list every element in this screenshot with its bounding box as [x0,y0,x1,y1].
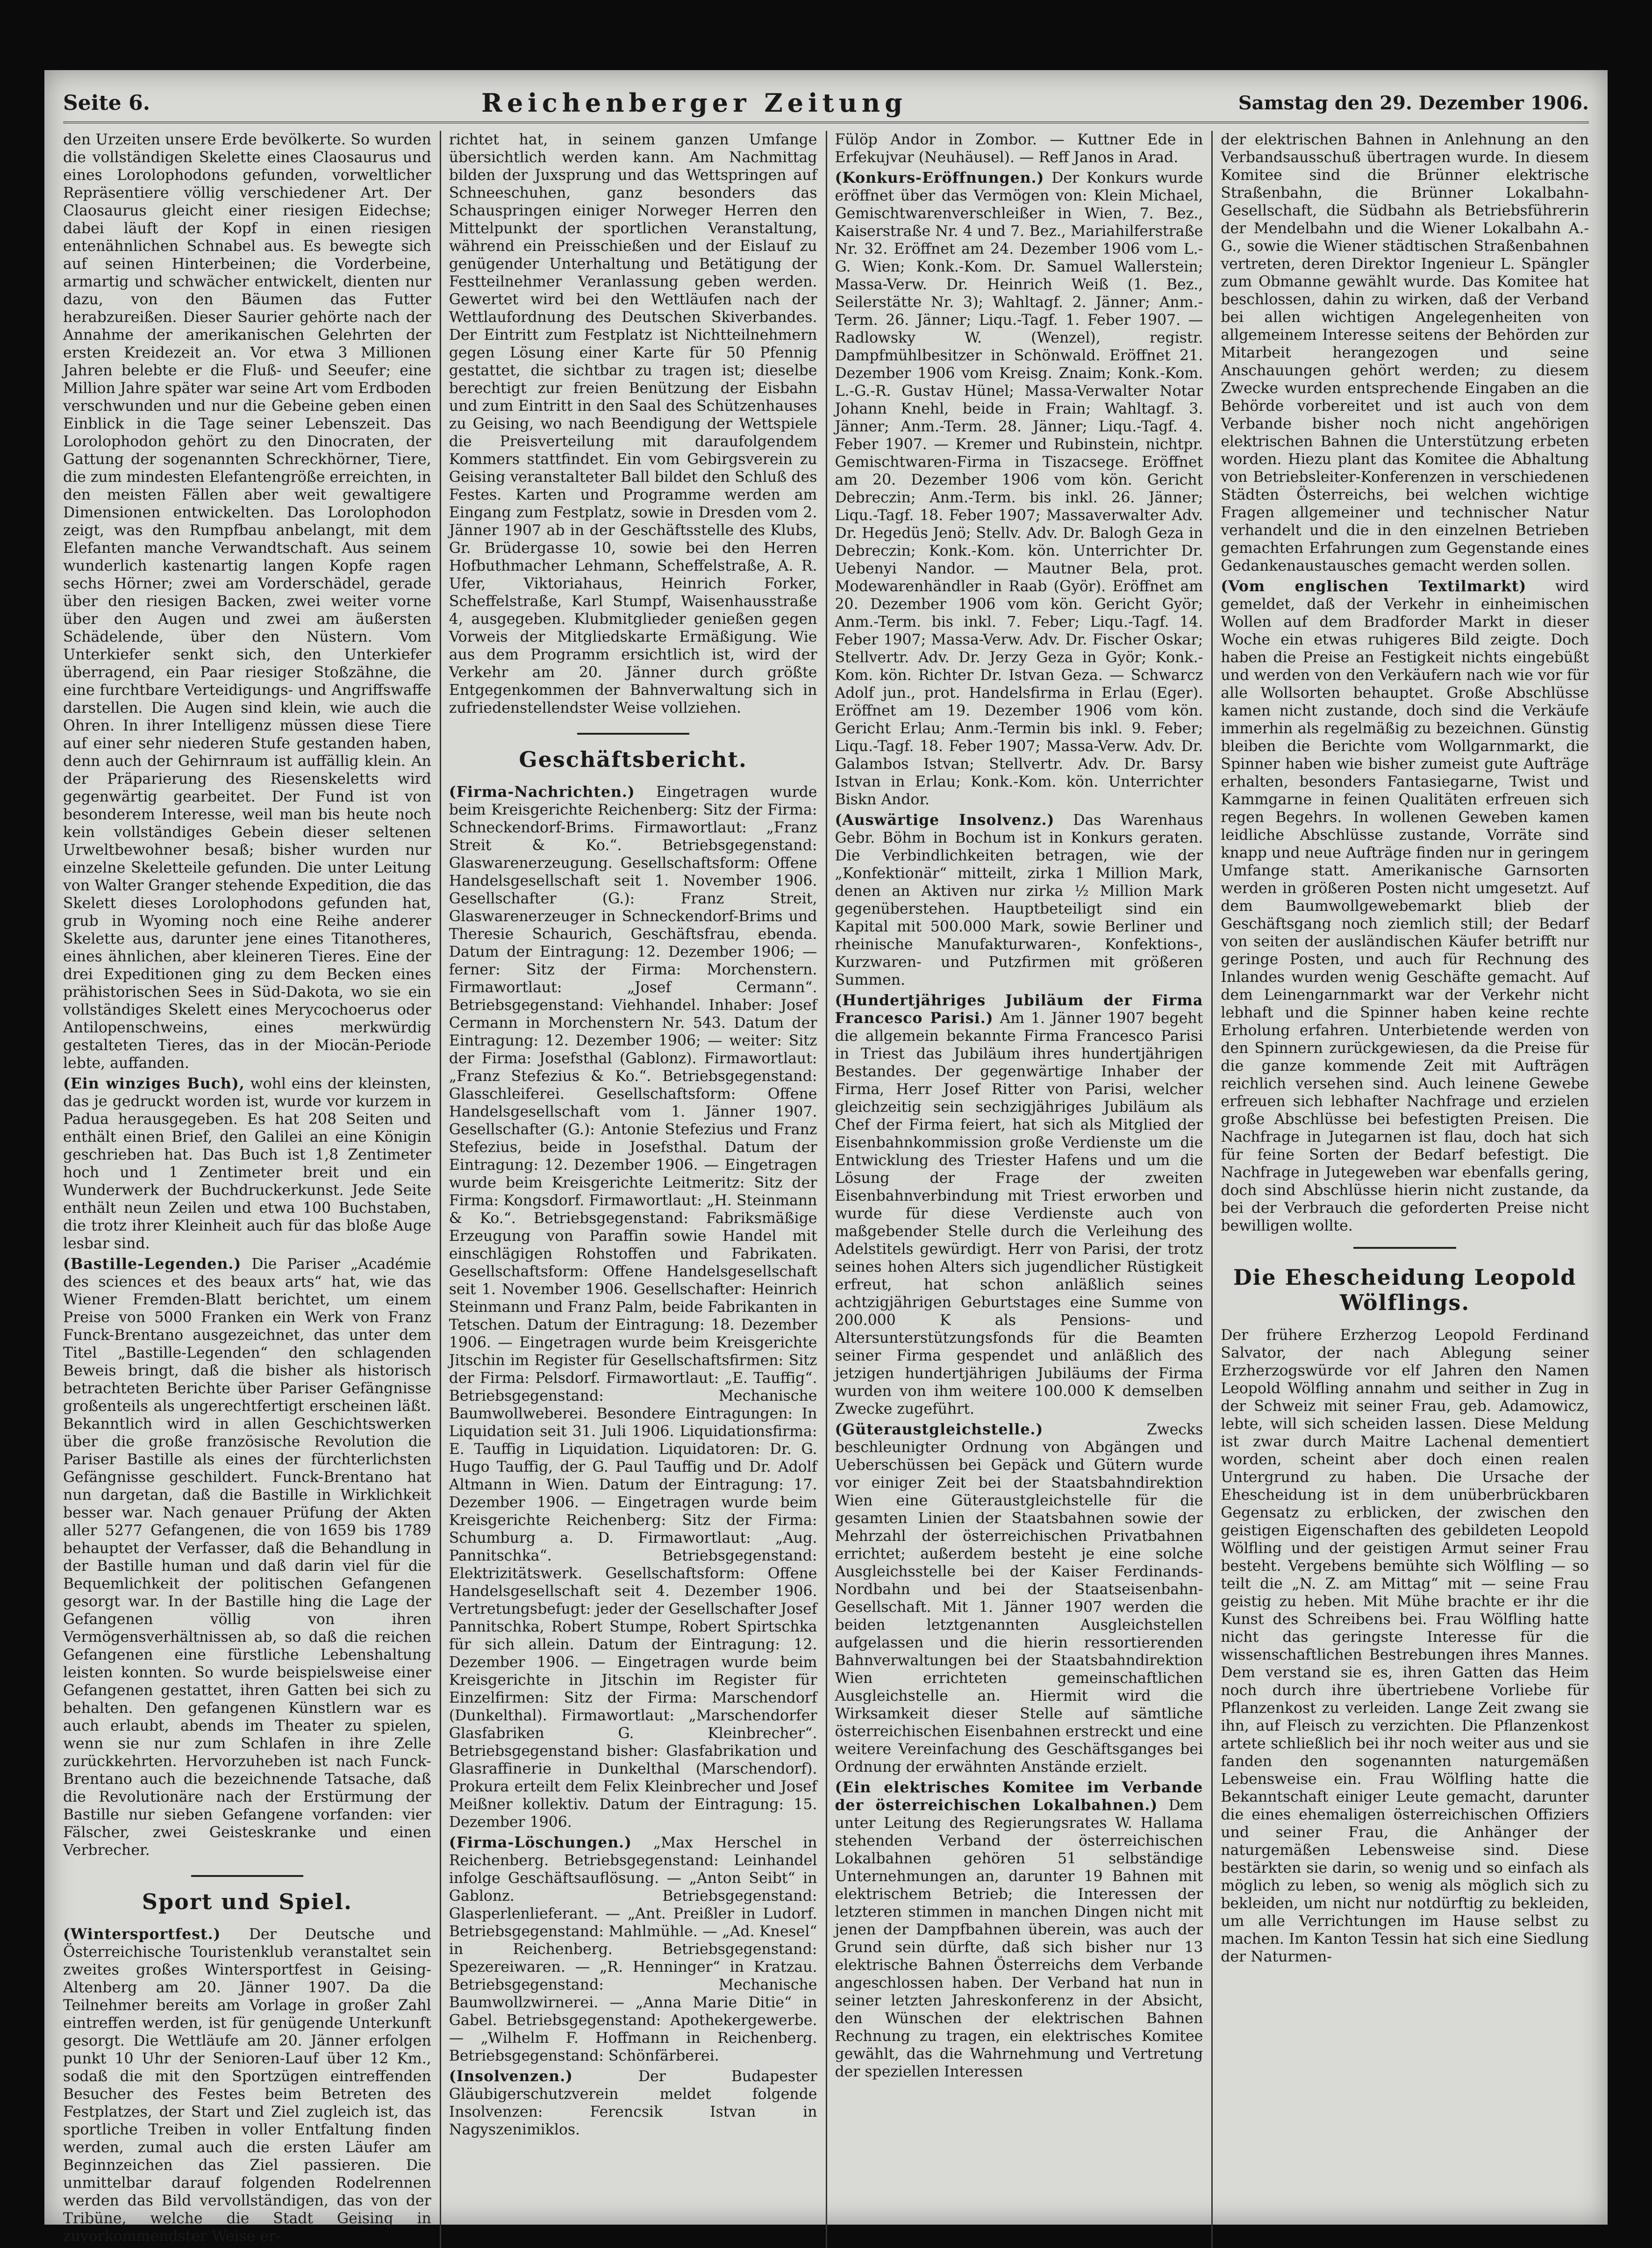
section-heading: Geschäftsbericht. [449,733,817,772]
section-heading: Die Ehescheidung Leopold Wölflings. [1233,1265,1577,1315]
paragraph [835,811,1203,989]
paragraph-lead: (Vom englischen Textilmarkt) [1221,578,1527,595]
paragraph: Fülöp Andor in Zombor. — Kuttner Ede in Erfekujvar (Neuhäusel). — Reff Janos in Arad. [835,131,1203,166]
paragraph-lead: (Ein elektrisches Komitee im Verbande der österreichischen Lokalbahnen.) [835,1779,1203,1814]
paragraph: der elektrischen Bahnen in Anlehnung an den Verbandsausschuß übertragen wurde. In diesem Komitee sind die Brünner elektrische Straßenbahn, die Brünner Lokalbahn-Gesellschaft, die Südbahn als Betriebsführerin der Mendelbahn und die Wiener Lokalbahn A.-G., sowie die Wiener städtischen Straßenbahnen vertreten, deren Direktor Ingenieur L. Spängler zum Obmanne gewählt wurde. Das Komitee hat beschlossen, dahin zu wirken, daß der Verband bei allen wichtigen Angelegenheiten von allgemeinem Interesse seitens der Behörden zur Mitarbeit herangezogen und seine Anschauungen gehört werden; zu diesem Zwecke wurden entsprechende Eingaben an die Behörde vorbereitet und ist auch von dem Verbande bisher noch nicht angehörigen elektrischen Bahnen die Unterstützung erbeten worden. Hiezu plant das Komitee die Abhaltung von Betriebsleiter-Konferenzen in verschiedenen Städten Österreichs, bei welchen wichtige Fragen allgemeiner und technischer Natur verhandelt und die in den einzelnen Betrieben gemachten Erfahrungen zum Gegenstande eines Gedankenaustausches gemacht werden sollen. [1221,131,1589,574]
paragraph-text: Eingetragen wurde beim Kreisgerichte Reichenberg: Sitz der Firma: Schneckendorf-Brims. Firmawortlaut: „Franz Streit & Ko.“. Betriebsgegenstand: Glaswarenerzeugung. Gesellschaftsform: Offene Handelsgesellschaft seit 1. November 1906. Gesellschafter (G.): Franz Streit, Glaswarenerzeuger in Schneckendorf-Brims und Theresie Schaurich, Geschäftsfrau, ebenda. Datum der Eintragung: 12. Dezember 1906; — ferner: Sitz der Firma: Morchenstern. Firmawortlaut: „Josef Cermann“. Betriebsgegenstand: Viehhandel. Inhaber: Josef Cermann in Morchenstern Nr. 543. Datum der Eintragung: 12. Dezember 1906; — weiter: Sitz der Firma: Josefsthal (Gablonz). Firmawortlaut: „Franz Stefezius & Ko.“. Betriebsgegenstand: Glasschleiferei. Gesellschaftsform: Offene Handelsgesellschaft vom 1. Jänner 1907. Gesellschafter (G.): Antonie Stefezius und Franz Stefezius, beide in Josefsthal. Datum der Eintragung: 12. Dezember 1906. — Eingetragen wurde beim Kreisgerichte Leitmeritz: Sitz der Firma: Kongsdorf. Firmawortlaut: „H. Steinmann & Ko.“. Betriebsgegenstand: Fabriksmäßige Erzeugung von Paraffin sowie Handel mit einschlägigen Rohstoffen und Fabrikaten. Gesellschaftsform: Offene Handelsgesellschaft seit 1. November 1906. Gesellschafter: Heinrich Steinmann und Franz Palm, beide Fabrikanten in Tetschen. Datum der Eintragung: 18. Dezember 1906. — Eingetragen wurde beim Kreisgerichte Jitschin im Register für Gesellschaftsfirmen: Sitz der Firma: Pelsdorf. Firmawortlaut: „E. Tauffig“. Betriebsgegenstand: Mechanische Baumwollweberei. Besondere Eintragungen: In Liquidation seit 31. Juli 1906. Liquidationsfirma: E. Tauffig in Liquidation. Liquidatoren: Dr. G. Hugo Tauffig, der G. Paul Tauffig und Dr. Adolf Altmann in Wien. Datum der Eintragung: 17. Dezember 1906. — Eingetragen wurde beim Kreisgerichte Reichenberg: Sitz der Firma: Schumburg a. D. Firmawortlaut: „Aug. Pannitschka“. Betriebsgegenstand: Elektrizitätswerk. Gesellschaftsform: Offene Handelsgesellschaft seit 4. Dezember 1906. Vertretungsbefugt: jeder der Gesellschafter Josef Pannitschka, Robert Stumpe, Robert Spirtschka für sich allein. Datum der Eintragung: 12. Dezember 1906. — Eingetragen wurde beim Kreisgerichte in Jitschin im Register für Einzelfirmen: Sitz der Firma: Marschendorf (Dunkelthal). Firmawortlaut: „Marschendorfer Glasfabriken G. Kleinbrecher“. Betriebsgegenstand bisher: Glasfabrikation und Glasraffinerie in Dunkelthal (Marschendorf). Prokura erteilt dem Felix Kleinbrecher und Josef Meißner kollektiv. Datum der Eintragung: 15. Dezember 1906. [449,784,817,1831]
paragraph-lead: (Wintersportfest.) [63,1926,221,1943]
paragraph: richtet hat, in seinem ganzen Umfange übersichtlich werden kann. Am Nachmittag bilden der Juxsprung und das Wettspringen auf Schneeschuhen, ganz besonders das Schauspringen einiger Norweger Herren den Mittelpunkt der sportlichen Veranstaltung, während ein Preisschießen und der Eislauf zu genügender Unterhaltung und Betätigung der Festteilnehmer Veranlassung geben werden. Gewertet wird bei den Wettläufen nach der Wettlaufordnung des Deutschen Skiverbandes. Der Eintritt zum Festplatz ist Nichtteilnehmern gegen Lösung einer Karte für 50 Pfennig gestattet, die sichtbar zu tragen ist; dieselbe berechtigt zur freien Benützung der Eisbahn und zum Eintritt in den Saal des Schützenhauses zu Geising, wo nach Beendigung der Wettspiele die Preisverteilung mit daraufolgendem Kommers stattfindet. Ein vom Gebirgsverein zu Geising veranstalteter Ball bildet den Schluß des Festes. Karten und Programme werden am Eingang zum Festplatz, sowie in Dresden vom 2. Jänner 1907 ab in der Geschäftsstelle des Klubs, Gr. Brüdergasse 10, sowie bei den Herren Hofbuthmacher Lehmann, Scheffelstraße, A. R. Ufer, Viktoriahaus, Heinrich Forker, Scheffelstraße, Karl Stumpf, Waisenhausstraße 4, ausgegeben. Klubmitglieder genießen gegen Vorweis der Mitgliedskarte Ermäßigung. Wie aus dem Programm ersichtlich ist, wird der Verkehr am 20. Jänner durch größte Entgegenkommen der Bahnverwaltung sich in zufriedenstellendster Weise vollziehen. [449,131,817,716]
paragraph [835,1779,1203,2081]
masthead [63,84,1589,123]
paragraph [63,1075,431,1253]
paragraph-text: Der Konkurs wurde eröffnet über das Vermögen von: Klein Michael, Gemischtwarenverschleißer in Wien, 7. Bez., Kaiserstraße Nr. 4 und 7. Bez., Mariahilferstraße Nr. 32. Eröffnet am 24. Dezember 1906 vom L.-G. Wien; Konk.-Kom. Dr. Samuel Wallerstein; Massa-Verw. Dr. Heinrich Weiß (1. Bez., Seilerstätte Nr. 3); Wahltagf. 2. Jänner; Anm.-Term. 26. Jänner; Liqu.-Tagf. 1. Feber 1907. — Radlowsky W. (Wenzel), registr. Dampfmühlbesitzer in Schönwald. Eröffnet 21. Dezember 1906 vom Kreisg. Znaim; Konk.-Kom. L.-G.-R. Gustav Hünel; Massa-Verwalter Notar Johann Knehl, beide in Frain; Wahltagf. 3. Jänner; Anm.-Term. 28. Jänner; Liqu.-Tagf. 4. Feber 1907. — Kremer und Rubinstein, nichtpr. Gemischtwaren-Firma in Tiszacsege. Eröffnet am 20. Dezember 1906 vom kön. Gericht Debreczin; Anm.-Term. bis inkl. 26. Jänner; Liqu.-Tagf. 18. Feber 1907; Massaverwalter Adv. Dr. Hegedüs Jenö; Stellv. Adv. Dr. Balogh Geza in Debreczin; Konk.-Kom. kön. Unterrichter Dr. Uebenyi Nandor. — Mautner Bela, prot. Modewarenhändler in Raab (Györ). Eröffnet am 20. Dezember 1906 vom kön. Gericht Györ; Anm.-Term. bis inkl. 7. Feber; Liqu.-Tagf. 14. Feber 1907; Massa-Verw. Adv. Dr. Fischer Oskar; Stellvertr. Adv. Dr. Jerzy Geza in Györ; Konk.-Kom. kön. Richter Dr. Istvan Geza. — Schwarcz Adolf jun., prot. Handelsfirma in Erlau (Eger). Eröffnet am 19. Dezember 1906 vom kön. Gericht Erlau; Anm.-Termin bis inkl. 9. Feber; Liqu.-Tagf. 18. Feber 1907; Massa-Verw. Adv. Dr. Galambos Istvan; Stellvertr. Adv. Dr. Barsy Istvan in Erlau; Konk.-Kom. kön. Unterrichter Biskn Andor. [835,170,1203,808]
paragraph: Der frühere Erzherzog Leopold Ferdinand Salvator, der nach Ablegung seiner Erzherzogswürde vor elf Jahren den Namen Leopold Wölfling annahm und seither in Zug in der Schweiz mit seiner Frau, geb. Adamowicz, lebte, will sich scheiden lassen. Diese Meldung ist zwar durch Maitre Lachenal dementiert worden, scheint aber doch einen realen Untergrund zu haben. Die Ursache der Ehescheidung ist in dem unüberbrückbaren Gegensatz zu erblicken, der zwischen den geistigen Eigenschaften des gebildeten Leopold Wölfling und der geistigen Armut seiner Frau besteht. Vergebens bemühte sich Wölfling — so teilt die „N. Z. am Mittag“ mit — seine Frau geistig zu heben. Mit Mühe brachte er ihr die Kunst des Schreibens bei. Frau Wölfling hatte nicht das geringste Interesse für die wissenschaftlichen Bestrebungen ihres Mannes. Dem verstand sie es, ihren Gatten das Heim noch durch ihre übertriebene Vorliebe für Pflanzenkost zu verleiden. Lange Zeit zwang sie ihn, auf Fleisch zu verzichten. Die Pflanzenkost artete schließlich bei ihr noch weiter aus und sie fanden den sogenannten naturgemäßen Lebensweise ein. Frau Wölfling hatte die Bekanntschaft einiger Leute gemacht, darunter die eines ehemaligen österreichischen Offiziers und seiner Frau, die Anhänger der naturgemäßen Lebensweise sind. Diese bestärkten sie darin, so wenig und so einfach als möglich zu leben, so wenig als möglich sich zu bekleiden, um nicht nur notdürftig zu bekleiden, um alle Verrichtungen im Hause selbst zu machen. Im Kanton Tessin hat sich eine Siedlung der Naturmen- [1221,1327,1589,1965]
column-2 [449,131,817,2248]
newspaper-title: Reichenberger Zeitung [481,88,907,118]
paragraph: den Urzeiten unsere Erde bevölkerte. So wurden die vollständigen Skelette eines Claosaurus und eines Lorolophodons gefunden, vorweltlicher Repräsentiere völlig verschiedener Art. Der Claosaurus gleicht einer riesigen Eidechse; dabei läuft der Kopf in einen riesigen entenähnlichen Schnabel aus. Es bewegte sich auf seinen Hinterbeinen; die Vorderbeine, armartig und schwächer entwickelt, dienten nur dazu, von den Bäumen das Futter herabzureißen. Dieser Saurier gehörte nach der Annahme der amerikanischen Gelehrten der ersten Kreidezeit an. Vor etwa 3 Millionen Jahren belebte er die Fluß- und Seeufer; eine Million Jahre später war seine Art vom Erdboden verschwunden und nur die Gebeine geben einen Einblick in die Tage seiner Lebenszeit. Das Lorolophodon gehört zu den Dinocraten, der Gattung der sogenannten Schreckhörner, Tiere, die zum mindesten Elefantengröße erreichten, in den meisten Fällen aber weit gewaltigere Dimensionen entwickelten. Das Lorolophodon zeigt, was den Rumpfbau anbelangt, mit dem Elefanten manche Verwandtschaft. Aus seinem wunderlich kastenartig langen Kopfe ragen sechs Hörner; zwei am Vorderschädel, gerade über den riesigen Backen, zwei weiter vorne über den Augen und zwei am äußersten Schädelende, über den Nüstern. Vom Unterkiefer senkt sich, den Unterkiefer überragend, ein Paar riesiger Stoßzähne, die eine furchtbare Verteidigungs- und Angriffswaffe darstellen. Die Augen sind klein, wie auch die Ohren. In ihrer Intelligenz müssen diese Tiere auf einer sehr niederen Stufe gestanden haben, denn auch der Gehirnraum ist auffällig klein. An der Präparierung des Riesenskeletts wird gegenwärtig gearbeitet. Der Fund ist von besonderem Interesse, weil man bis heute noch kein vollständiges Gebein dieser seltenen Urweltbewohner besaß; bisher wurden nur einzelne Skeletteile gefunden. Die unter Leitung von Walter Granger stehende Expedition, die das Skelett dieses Lorolophodons gefunden hat, grub in Wyoming noch eine Reihe anderer Skelette aus, darunter jene eines Titanotheres, eines ähnlichen, aber kleineren Tieres. Eine der drei Expeditionen ging zu dem Becken eines prähistorischen Sees in Süd-Dakota, wo sie ein vollständiges Skelett eines Merycochoerus oder Antilopenschweins, eines merkwürdig gestalteten Tieres, das in der Miocän-Periode lebte, auffanden. [63,131,431,1072]
column-4 [1221,131,1589,2248]
paragraph-lead: (Güteraustgleichstelle.) [835,1421,1044,1438]
paragraph-lead: (Firma-Löschungen.) [449,1834,632,1851]
paragraph [1221,578,1589,1235]
column-1 [63,131,431,2248]
section-heading: Sport und Spiel. [63,1875,431,1914]
paragraph [449,2068,817,2139]
paragraph [63,1255,431,1859]
paragraph [449,783,817,1831]
paragraph-text: Die Pariser „Académie des sciences et des beaux arts“ hat, wie das Wiener Fremden-Blatt berichtet, um einem Preise von 5000 Franken ein Werk von Franz Funck-Brentano ausgezeichnet, das unter dem Titel „Bastille-Legenden“ den schlagenden Beweis bringt, daß die bisher als historisch betrachteten Berichte über Pariser Gefängnisse großenteils als ungerechtfertigt erscheinen läßt. Bekanntlich wird in allen Geschichtswerken über die große französische Revolution die Pariser Bastille als eines der fürchterlichsten Gefängnisse geschildert. Funck-Brentano hat nun dargetan, daß die Bastille in Wirklichkeit besser war. Nach genauer Prüfung der Akten aller 5277 Gefangenen, die von 1659 bis 1789 behauptet der Verfasser, daß die Behandlung in der Bastille human und daß darin viel für die Bequemlichkeit der politischen Gefangenen gesorgt war. In der Bastille hing die Lage der Gefangenen völlig von ihren Vermögensverhältnissen ab, so daß die reichen Gefangenen eine fürstliche Lebenshaltung leisten konnten. So wurde beispielsweise einer Gefangenen gestattet, ihren Gatten bei sich zu behalten. Den gefangenen Künstlern war es auch erlaubt, abends im Theater zu spielen, wenn sie nur zum Schlafen in ihre Zelle zurückkehrten. Hervorzuheben ist nach Funck-Brentano auch die bezeichnende Tatsache, daß die Revolutionäre nach der Erstürmung der Bastille nur sieben Gefangene vorfanden: vier Fälscher, zwei Geisteskranke und einen Verbrecher. [63,1256,431,1859]
paragraph [835,992,1203,1418]
paragraph [835,169,1203,809]
paragraph-text: „Max Herschel in Reichenberg. Betriebsgegenstand: Leinhandel infolge Geschäftsauflösung. — „Anton Seibt“ in Gablonz. Betriebsgegenstand: Glasperlenlieferant. — „Ant. Preißler in Ludorf. Betriebsgegenstand: Mahlmühle. — „Ad. Knesel“ in Reichenberg. Betriebsgegenstand: Spezereiwaren. — „R. Henninger“ in Kratzau. Betriebsgegenstand: Mechanische Baumwollzwirnerei. — „Anna Marie Ditie“ in Gabel. Betriebsgegenstand: Apothekergewerbe. — „Wilhelm F. Hoffmann in Reichenberg. Betriebsgegenstand: Schönfärberei. [449,1834,817,2064]
column-3 [835,131,1203,2248]
paragraph-text: wohl eins der kleinsten, das je gedruckt worden ist, wurde vor kurzem in Padua herausgegeben. Es hat 208 Seiten und enthält einen Brief, den Galilei an eine Königin geschrieben hat. Das Buch ist 1,8 Zentimeter hoch und 1 Zentimeter breit und ein Wunderwerk der Buchdruckerkunst. Jede Seite enthält neun Zeilen und etwa 100 Buchstaben, die trotz ihrer Kleinheit auch für das bloße Auge lesbar sind. [63,1075,431,1252]
paragraph-text: Am 1. Jänner 1907 begeht die allgemein bekannte Firma Francesco Parisi in Triest das Jubiläum ihres hundertjährigen Bestandes. Der gegenwärtige Inhaber der Firma, Herr Josef Ritter von Parisi, welcher gleichzeitig sein sechzigjähriges Jubiläum als Chef der Firma feiert, hat sich als Mitglied der Eisenbahnkommission große Verdienste um die Entwicklung des Triester Hafens und um die Lösung der Frage der zweiten Eisenbahnverbindung mit Triest erworben und wurde für diese Verdienste auch von maßgebender Stelle durch die Verleihung des Adelstitels gewürdigt. Herr von Parisi, der trotz seines hohen Alters sich jugendlicher Rüstigkeit erfreut, hat schon anläßlich seines achtzigjährigen Geburtstages eine Summe von 200.000 K als Pensions- und Altersunterstützungsfonds für die Beamten seiner Firma gespendet und anläßlich des jetzigen hundertjährigen Jubiläums der Firma wurden von ihm weitere 100.000 K demselben Zwecke zugeführt. [835,1010,1203,1418]
paragraph [63,1926,431,2245]
paragraph-lead: (Konkurs-Eröffnungen.) [835,169,1044,186]
paragraph-text: Das Warenhaus Gebr. Böhm in Bochum ist in Konkurs geraten. Die Verbindlichkeiten betragen, wie der „Konfektionär“ mitteilt, zirka 1 Million Mark, denen an Aktiven nur zirka ½ Million Mark gegenüberstehen. Hauptbeteiligt sind ein Kapital mit 500.000 Mark, sowie Berliner und rheinische Manufakturwaren-, Konfektions-, Kurzwaren- und Putzfirmen mit größeren Summen. [835,812,1203,988]
article-columns [63,131,1589,2245]
paragraph [835,1421,1203,1776]
paragraph [449,1834,817,2065]
issue-date: Samstag den 29. Dezember 1906. [1238,92,1589,114]
paragraph-lead: (Auswärtige Insolvenz.) [835,811,1055,829]
page-number: Seite 6. [63,91,150,115]
paragraph-text: Dem unter Leitung des Regierungsrates W. Hallama stehenden Verband der österreichischen Lokalbahnen gehören 51 selbständige Unternehmungen an, darunter 19 Bahnen mit elektrischem Betrieb; die Interessen der letzteren stimmen in manchen Dingen nicht mit jenen der Dampfbahnen überein, was auch der Grund sein dürfte, daß sich bisher nur 13 elektrische Bahnen Österreichs dem Verbande angeschlossen haben. Der Verband hat nun in seiner letzten Jahreskonferenz in der Absicht, den Wünschen der elektrischen Bahnen Rechnung zu tragen, ein elektrisches Komitee gewählt, das die Wahrnehmung und Vertretung der speziellen Interessen [835,1797,1203,2080]
paragraph-text: wird gemeldet, daß der Verkehr in einheimischen Wollen auf dem Bradforder Markt in dieser Woche ein etwas ruhigeres Bild zeigte. Doch haben die Preise an Festigkeit nichts eingebüßt und werden von den Verkäufern nach wie vor für alle Wollsorten behauptet. Große Abschlüsse kamen nicht zustande, doch sind die Verkäufe immerhin als regelmäßig zu bezeichnen. Günstig bleiben die Berichte vom Wollgarnmarkt, die Spinner haben wie bisher zumeist gute Aufträge erhalten, besonders Fantasiegarne, Twist und Kammgarne in feinen Qualitäten erfreuen sich regen Begehrs. In wollenen Geweben kamen leidliche Abschlüsse zustande, Vorräte sind knapp und neue Aufträge finden nur in geringem Umfange statt. Amerikanische Garnsorten werden in größeren Posten nicht umgesetzt. Auf dem Baumwollgewebemarkt blieb der Geschäftsgang noch ziemlich still; der Bedarf von seiten der ausländischen Käufer betrifft nur geringe Posten, und auch für Rechnung des Inlandes wurden wenig Geschäfte gemacht. Auf dem Leinengarnmarkt war der Verkehr nicht lebhaft und die Spinner haben keine rechte Erholung erfahren. Unterbietende werden von den Spinnern zurückgewiesen, da die Preise für die ganze kommende Zeit mit Aufträgen reichlich versehen sind. Auch leinene Gewebe erfreuen sich lebhafter Nachfrage und erzielen große Abschlüsse bei befestigten Preisen. Die Nachfrage in Jutegarnen ist flau, doch hat sich für feine Sorten der Bedarf befestigt. Die Nachfrage in Jutegeweben war ebenfalls gering, doch sind Abschlüsse hierin nicht zustande, da bei der Verbrauch die geforderten Preise nicht bewilligen wollte. [1221,578,1589,1234]
paragraph-lead: (Bastille-Legenden.) [63,1255,242,1273]
paragraph-text: Der Budapester Gläubigerschutzverein meldet folgende Insolvenzen: Ferencsik Istvan in Nagyszenimiklos. [449,2068,817,2138]
paragraph-lead: (Insolvenzen.) [449,2068,573,2085]
paragraph-text: Zwecks beschleunigter Ordnung von Abgängen und Ueberschüssen bei Gepäck und Gütern wurde vor einiger Zeit bei der Staatsbahndirektion Wien eine Güteraustgleichstelle für die gesamten Linien der Staatsbahnen sowie der Mehrzahl der österreichischen Privatbahnen errichtet; außerdem besteht je eine solche Ausgleichsstelle bei der Kaiser Ferdinands-Nordbahn und bei der Staatseisenbahn-Gesellschaft. Mit 1. Jänner 1907 werden die beiden letztgenannten Ausgleichstellen aufgelassen und die hierin ressortierenden Bahnverwaltungen bei der Staatsbahndirektion Wien errichteten gemeinschaftlichen Ausgleichstelle an. Hiermit wird die Wirksamkeit dieser Stelle auf sämtliche österreichischen Eisenbahnen erstreckt und eine weitere Vereinfachung des Geschäftsganges bei Ordnung der erwähnten Anstände erzielt. [835,1421,1203,1775]
paragraph-lead: (Firma-Nachrichten.) [449,783,635,801]
divider [1353,1247,1456,1249]
paragraph-lead: (Ein winziges Buch), [63,1075,245,1092]
paragraph-text: Der Deutsche und Österreichische Touristenklub veranstaltet sein zweites großes Wintersportfest in Geising-Altenberg am 20. Jänner 1907. Da die Teilnehmer bereits am Vorlage in großer Zahl eintreffen werden, ist für genügende Unterkunft gesorgt. Die Wettläufe am 20. Jänner erfolgen punkt 10 Uhr der Senioren-Lauf über 12 Km., sodaß die mit den Sportzügen eintreffenden Besucher des Festes beim Betreten des Festplatzes, der Start und Ziel zugleich ist, das sportliche Treiben in voller Entfaltung finden werden, zumal auch die ersten Läufer am Beginnzeichen das Ziel passieren. Die unmittelbar darauf folgenden Rodelrennen werden das Bild vervollständigen, das von der Tribüne, welche die Stadt Geising in zuvorkommendster Weise er- [63,1926,431,2245]
newspaper-page [44,70,1608,2245]
paragraph-lead: (Hundertjähriges Jubiläum der Firma Francesco Parisi.) [835,992,1203,1027]
